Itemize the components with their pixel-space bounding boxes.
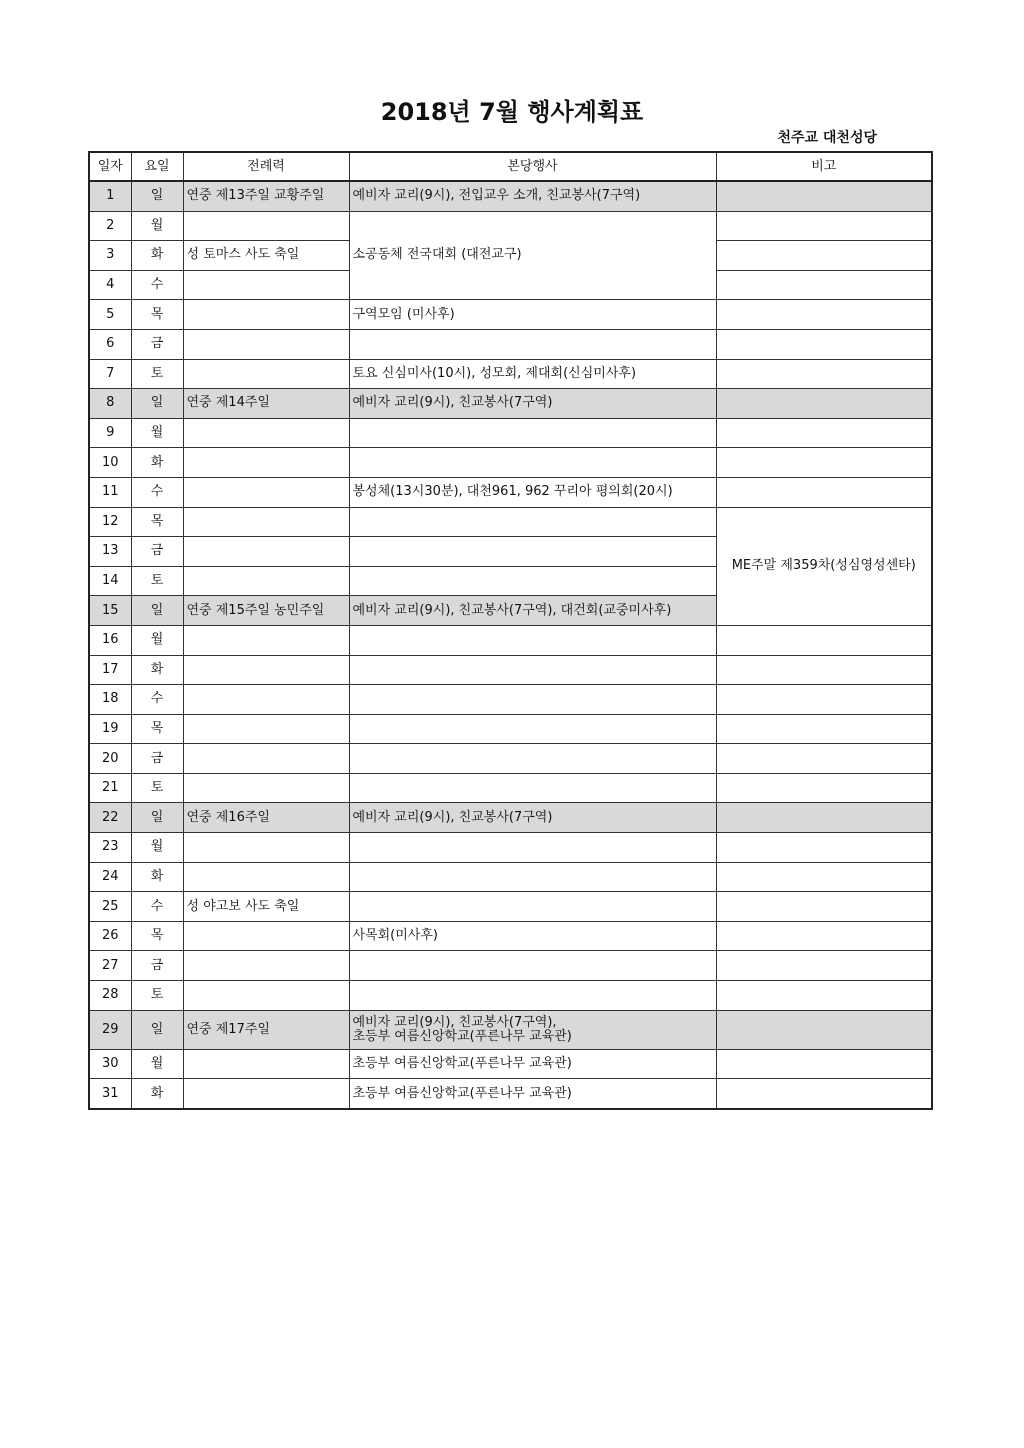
liturgy-cell: 연중 제14주일 [183, 389, 349, 419]
event-line-2: 초등부 여름신앙학교(푸른나무 교육관) [352, 1028, 572, 1044]
table-row [89, 448, 932, 478]
event-cell [349, 773, 716, 803]
table-row [89, 329, 932, 359]
weekday-cell: 토 [131, 359, 183, 389]
weekday-cell: 수 [131, 685, 183, 715]
event-cell: 예비자 교리(9시), 전입교우 소개, 친교봉사(7구역) [349, 181, 716, 211]
day-cell: 4 [89, 270, 131, 300]
liturgy-cell: 연중 제16주일 [183, 803, 349, 833]
liturgy-cell [183, 329, 349, 359]
event-cell [349, 833, 716, 863]
weekday-cell: 일 [131, 389, 183, 419]
liturgy-cell: 성 야고보 사도 축일 [183, 892, 349, 922]
note-cell [716, 448, 932, 478]
liturgy-cell [183, 270, 349, 300]
day-cell: 16 [89, 625, 131, 655]
note-cell [716, 744, 932, 774]
table-row [89, 181, 932, 211]
day-cell: 3 [89, 241, 131, 271]
note-cell-merged: ME주말 제359차(성심영성센타) [716, 507, 932, 625]
liturgy-cell [183, 211, 349, 241]
weekday-cell: 금 [131, 951, 183, 981]
liturgy-cell [183, 448, 349, 478]
weekday-cell: 월 [131, 211, 183, 241]
table-row [89, 359, 932, 389]
table-row [89, 211, 932, 241]
table-row [89, 477, 932, 507]
weekday-cell: 목 [131, 714, 183, 744]
note-cell [716, 1079, 932, 1109]
table-row [89, 744, 932, 774]
weekday-cell: 화 [131, 655, 183, 685]
event-cell [349, 981, 716, 1011]
table-row [89, 921, 932, 951]
event-cell [349, 862, 716, 892]
weekday-cell: 일 [131, 1010, 183, 1049]
header-liturgy: 전례력 [183, 152, 349, 181]
note-cell [716, 625, 932, 655]
schedule-table [88, 151, 933, 1110]
note-cell [716, 862, 932, 892]
liturgy-cell [183, 655, 349, 685]
event-cell [349, 655, 716, 685]
table-row [89, 300, 932, 330]
header-row [89, 152, 932, 181]
day-cell: 23 [89, 833, 131, 863]
liturgy-cell [183, 537, 349, 567]
liturgy-cell [183, 300, 349, 330]
weekday-cell: 일 [131, 803, 183, 833]
table-row [89, 1049, 932, 1079]
event-cell: 사목회(미사후) [349, 921, 716, 951]
event-cell-merged: 소공동체 전국대회 (대전교구) [349, 211, 716, 300]
table-row [89, 685, 932, 715]
weekday-cell: 금 [131, 744, 183, 774]
day-cell: 19 [89, 714, 131, 744]
weekday-cell: 일 [131, 596, 183, 626]
day-cell: 2 [89, 211, 131, 241]
weekday-cell: 일 [131, 181, 183, 211]
liturgy-cell [183, 862, 349, 892]
liturgy-cell [183, 566, 349, 596]
note-cell [716, 951, 932, 981]
event-cell [349, 892, 716, 922]
weekday-cell: 목 [131, 921, 183, 951]
note-cell [716, 241, 932, 271]
weekday-cell: 화 [131, 241, 183, 271]
day-cell: 6 [89, 329, 131, 359]
weekday-cell: 토 [131, 981, 183, 1011]
day-cell: 25 [89, 892, 131, 922]
note-cell [716, 892, 932, 922]
day-cell: 13 [89, 537, 131, 567]
weekday-cell: 월 [131, 625, 183, 655]
event-cell: 봉성체(13시30분), 대천961, 962 꾸리아 평의회(20시) [349, 477, 716, 507]
event-cell [349, 448, 716, 478]
liturgy-cell: 연중 제15주일 농민주일 [183, 596, 349, 626]
table-row [89, 833, 932, 863]
event-cell [349, 507, 716, 537]
event-cell: 예비자 교리(9시), 친교봉사(7구역) [349, 803, 716, 833]
table-row [89, 714, 932, 744]
table-row [89, 655, 932, 685]
weekday-cell: 수 [131, 892, 183, 922]
table-row [89, 1079, 932, 1109]
header-weekday: 요일 [131, 152, 183, 181]
table-row [89, 981, 932, 1011]
weekday-cell: 수 [131, 477, 183, 507]
liturgy-cell [183, 507, 349, 537]
note-cell [716, 773, 932, 803]
note-cell [716, 211, 932, 241]
table-row [89, 951, 932, 981]
note-cell [716, 685, 932, 715]
weekday-cell: 수 [131, 270, 183, 300]
table-row [89, 862, 932, 892]
event-line-1: 예비자 교리(9시), 친교봉사(7구역), [352, 1014, 557, 1030]
weekday-cell: 목 [131, 300, 183, 330]
day-cell: 22 [89, 803, 131, 833]
weekday-cell: 월 [131, 418, 183, 448]
day-cell: 27 [89, 951, 131, 981]
note-cell [716, 300, 932, 330]
day-cell: 8 [89, 389, 131, 419]
weekday-cell: 화 [131, 1079, 183, 1109]
day-cell: 9 [89, 418, 131, 448]
event-cell [349, 537, 716, 567]
liturgy-cell [183, 1049, 349, 1079]
note-cell [716, 1010, 932, 1049]
day-cell: 1 [89, 181, 131, 211]
note-cell [716, 1049, 932, 1079]
liturgy-cell [183, 625, 349, 655]
day-cell: 31 [89, 1079, 131, 1109]
table-row [89, 803, 932, 833]
table-row [89, 418, 932, 448]
event-cell [349, 418, 716, 448]
day-cell: 30 [89, 1049, 131, 1079]
header-event: 본당행사 [349, 152, 716, 181]
day-cell: 7 [89, 359, 131, 389]
day-cell: 20 [89, 744, 131, 774]
day-cell: 28 [89, 981, 131, 1011]
event-cell [349, 566, 716, 596]
note-cell [716, 655, 932, 685]
day-cell: 29 [89, 1010, 131, 1049]
note-cell [716, 833, 932, 863]
table-row [89, 507, 932, 537]
liturgy-cell [183, 477, 349, 507]
liturgy-cell [183, 773, 349, 803]
note-cell [716, 329, 932, 359]
liturgy-cell [183, 921, 349, 951]
liturgy-cell [183, 1079, 349, 1109]
weekday-cell: 월 [131, 833, 183, 863]
page-title: 2018년 7월 행사계획표 [380, 98, 644, 126]
event-cell: 예비자 교리(9시), 친교봉사(7구역) [349, 389, 716, 419]
liturgy-cell: 성 토마스 사도 축일 [183, 241, 349, 271]
organization-name: 천주교 대천성당 [777, 130, 877, 146]
liturgy-cell [183, 981, 349, 1011]
day-cell: 21 [89, 773, 131, 803]
table-row [89, 892, 932, 922]
liturgy-cell [183, 744, 349, 774]
weekday-cell: 토 [131, 773, 183, 803]
day-cell: 24 [89, 862, 131, 892]
event-cell: 구역모임 (미사후) [349, 300, 716, 330]
liturgy-cell [183, 418, 349, 448]
liturgy-cell [183, 714, 349, 744]
note-cell [716, 981, 932, 1011]
day-cell: 12 [89, 507, 131, 537]
day-cell: 26 [89, 921, 131, 951]
table-row [89, 625, 932, 655]
note-cell [716, 803, 932, 833]
weekday-cell: 금 [131, 329, 183, 359]
day-cell: 15 [89, 596, 131, 626]
day-cell: 17 [89, 655, 131, 685]
note-cell [716, 270, 932, 300]
day-cell: 5 [89, 300, 131, 330]
event-cell [349, 714, 716, 744]
event-cell: 초등부 여름신앙학교(푸른나무 교육관) [349, 1079, 716, 1109]
weekday-cell: 화 [131, 862, 183, 892]
note-cell [716, 477, 932, 507]
note-cell [716, 389, 932, 419]
event-cell [349, 625, 716, 655]
header-note: 비고 [716, 152, 932, 181]
event-cell [349, 951, 716, 981]
weekday-cell: 토 [131, 566, 183, 596]
note-cell [716, 714, 932, 744]
note-cell [716, 921, 932, 951]
liturgy-cell: 연중 제17주일 [183, 1010, 349, 1049]
day-cell: 14 [89, 566, 131, 596]
day-cell: 11 [89, 477, 131, 507]
weekday-cell: 금 [131, 537, 183, 567]
weekday-cell: 목 [131, 507, 183, 537]
day-cell: 18 [89, 685, 131, 715]
table-row [89, 389, 932, 419]
note-cell [716, 359, 932, 389]
note-cell [716, 181, 932, 211]
liturgy-cell [183, 685, 349, 715]
event-cell [349, 1010, 716, 1049]
header-day: 일자 [89, 152, 131, 181]
event-cell [349, 329, 716, 359]
day-cell: 10 [89, 448, 131, 478]
weekday-cell: 화 [131, 448, 183, 478]
note-cell [716, 418, 932, 448]
liturgy-cell [183, 833, 349, 863]
table-row [89, 1010, 932, 1049]
table-row [89, 773, 932, 803]
weekday-cell: 월 [131, 1049, 183, 1079]
event-cell [349, 744, 716, 774]
liturgy-cell [183, 951, 349, 981]
liturgy-cell [183, 359, 349, 389]
event-cell: 토요 신심미사(10시), 성모회, 제대회(신심미사후) [349, 359, 716, 389]
event-cell: 예비자 교리(9시), 친교봉사(7구역), 대건회(교중미사후) [349, 596, 716, 626]
event-cell: 초등부 여름신앙학교(푸른나무 교육관) [349, 1049, 716, 1079]
liturgy-cell: 연중 제13주일 교황주일 [183, 181, 349, 211]
event-cell [349, 685, 716, 715]
